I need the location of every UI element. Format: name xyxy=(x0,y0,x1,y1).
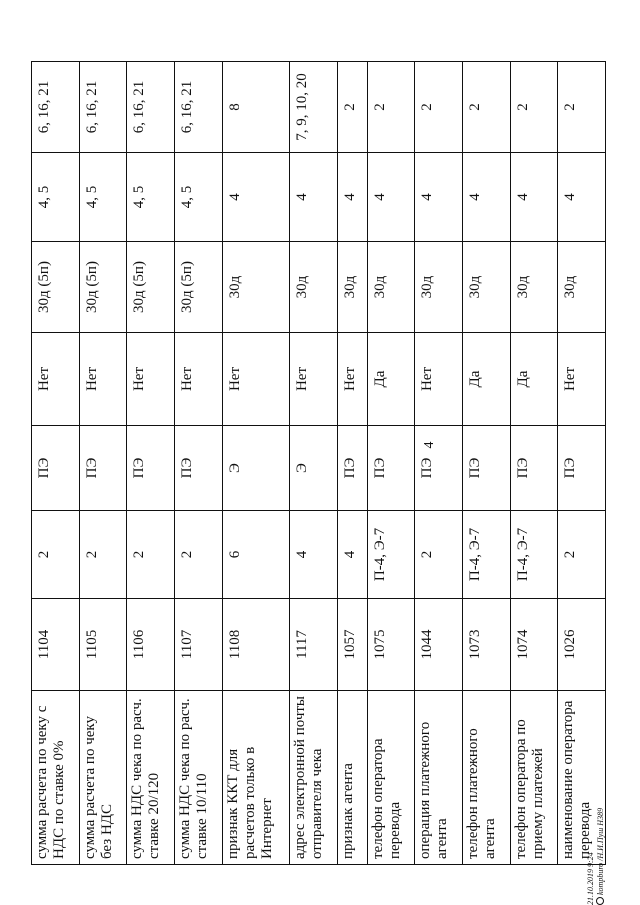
row-ref1-cell: 4, 5 xyxy=(32,153,80,242)
table-row xyxy=(558,62,606,865)
table-row xyxy=(510,62,558,865)
row-type-cell: Э xyxy=(222,426,290,511)
row-format-cell: 2 xyxy=(127,511,175,599)
row-name-cell: телефон оператора перевода xyxy=(367,691,415,865)
row-form-cell: 30д (5п) xyxy=(127,242,175,333)
row-ref2-cell: 2 xyxy=(463,62,511,153)
table-row xyxy=(127,62,175,865)
row-tag-cell: 1044 xyxy=(415,599,463,691)
row-ref2-cell: 8 xyxy=(222,62,290,153)
row-mandatory-cell: Нет xyxy=(127,333,175,426)
row-format-cell: П-4, Э-7 xyxy=(367,511,415,599)
row-ref1-cell: 4 xyxy=(338,153,368,242)
row-type-cell: Э xyxy=(290,426,338,511)
row-ref2-cell: 7, 9, 10, 20 xyxy=(290,62,338,153)
table-row xyxy=(32,62,80,865)
row-ref2-cell: 2 xyxy=(338,62,368,153)
row-name-cell: наименование оператора перевода xyxy=(558,691,606,865)
page-number: 4 xyxy=(422,441,437,449)
row-format-cell: 6 xyxy=(222,511,290,599)
row-type-cell: ПЭ xyxy=(463,426,511,511)
row-type-cell: ПЭ xyxy=(510,426,558,511)
row-ref1-cell: 4, 5 xyxy=(79,153,127,242)
row-ref2-cell: 6, 16, 21 xyxy=(174,62,222,153)
row-tag-cell: 1104 xyxy=(32,599,80,691)
row-ref2-cell: 2 xyxy=(367,62,415,153)
row-type-cell: ПЭ xyxy=(338,426,368,511)
row-tag-cell: 1108 xyxy=(222,599,290,691)
row-tag-cell: 1106 xyxy=(127,599,175,691)
row-type-cell: ПЭ xyxy=(174,426,222,511)
row-ref2-cell: 2 xyxy=(510,62,558,153)
row-form-cell: 30д (5п) xyxy=(79,242,127,333)
row-mandatory-cell: Нет xyxy=(174,333,222,426)
row-ref1-cell: 4 xyxy=(558,153,606,242)
row-name-cell: телефон оператора по приему платежей xyxy=(510,691,558,865)
row-ref2-cell: 6, 16, 21 xyxy=(32,62,80,153)
row-form-cell: 30д xyxy=(338,242,368,333)
row-name-cell: признак агента xyxy=(338,691,368,865)
row-form-cell: 30д (5п) xyxy=(174,242,222,333)
row-mandatory-cell: Нет xyxy=(558,333,606,426)
row-name-cell: сумма НДС чека по расч. ставке 10/110 xyxy=(174,691,222,865)
row-ref2-cell: 2 xyxy=(415,62,463,153)
row-format-cell: П-4, Э-7 xyxy=(510,511,558,599)
row-tag-cell: 1107 xyxy=(174,599,222,691)
row-name-cell: признак ККТ для расчетов только в Интернет xyxy=(222,691,290,865)
row-name-cell: сумма НДС чека по расч. ставке 20/120 xyxy=(127,691,175,865)
row-ref1-cell: 4, 5 xyxy=(174,153,222,242)
table-row xyxy=(222,62,290,865)
row-mandatory-cell: Нет xyxy=(32,333,80,426)
row-ref1-cell: 4 xyxy=(222,153,290,242)
row-tag-cell: 1105 xyxy=(79,599,127,691)
row-name-cell: операция платежного агента xyxy=(415,691,463,865)
footer-date: 21.10.2019 9:24 xyxy=(586,852,595,905)
row-type-cell: ПЭ xyxy=(32,426,80,511)
table-row xyxy=(338,62,368,865)
row-form-cell: 30д xyxy=(222,242,290,333)
row-type-cell: ПЭ xyxy=(127,426,175,511)
row-mandatory-cell: Да xyxy=(463,333,511,426)
row-ref1-cell: 4, 5 xyxy=(127,153,175,242)
row-mandatory-cell: Нет xyxy=(338,333,368,426)
table-row xyxy=(463,62,511,865)
row-format-cell: 2 xyxy=(558,511,606,599)
copyright-icon xyxy=(596,897,604,905)
row-ref1-cell: 4 xyxy=(367,153,415,242)
row-format-cell: 2 xyxy=(79,511,127,599)
row-type-cell: ПЭ xyxy=(415,426,463,511)
table-row xyxy=(174,62,222,865)
row-format-cell: 2 xyxy=(415,511,463,599)
row-type-cell: ПЭ xyxy=(367,426,415,511)
table-row xyxy=(79,62,127,865)
row-format-cell: 4 xyxy=(338,511,368,599)
table-row xyxy=(415,62,463,865)
row-format-cell: П-4, Э-7 xyxy=(463,511,511,599)
row-name-cell: телефон платежного агента xyxy=(463,691,511,865)
row-ref1-cell: 4 xyxy=(510,153,558,242)
row-ref1-cell: 4 xyxy=(415,153,463,242)
row-format-cell: 2 xyxy=(174,511,222,599)
row-format-cell: 2 xyxy=(32,511,80,599)
row-ref2-cell: 6, 16, 21 xyxy=(127,62,175,153)
row-form-cell: 30д xyxy=(463,242,511,333)
row-mandatory-cell: Да xyxy=(367,333,415,426)
footer-author: kompburo /Н.И.Пуш Н389 xyxy=(596,807,605,895)
row-type-cell: ПЭ xyxy=(558,426,606,511)
row-form-cell: 30д xyxy=(558,242,606,333)
table-row xyxy=(290,62,338,865)
row-tag-cell: 1075 xyxy=(367,599,415,691)
row-form-cell: 30д xyxy=(367,242,415,333)
row-name-cell: адрес электронной почты отправителя чека xyxy=(290,691,338,865)
row-type-cell: ПЭ xyxy=(79,426,127,511)
row-format-cell: 4 xyxy=(290,511,338,599)
row-name-cell: сумма расчета по чеку без НДС xyxy=(79,691,127,865)
row-mandatory-cell: Да xyxy=(510,333,558,426)
row-mandatory-cell: Нет xyxy=(222,333,290,426)
row-mandatory-cell: Нет xyxy=(415,333,463,426)
row-form-cell: 30д (5п) xyxy=(32,242,80,333)
table-row xyxy=(367,62,415,865)
row-ref2-cell: 6, 16, 21 xyxy=(79,62,127,153)
document-table xyxy=(31,61,606,865)
row-tag-cell: 1074 xyxy=(510,599,558,691)
row-ref1-cell: 4 xyxy=(463,153,511,242)
row-form-cell: 30д xyxy=(415,242,463,333)
row-ref2-cell: 2 xyxy=(558,62,606,153)
row-mandatory-cell: Нет xyxy=(79,333,127,426)
row-name-cell: сумма расчета по чеку с НДС по ставке 0% xyxy=(32,691,80,865)
row-ref1-cell: 4 xyxy=(290,153,338,242)
rotated-table-wrapper xyxy=(31,62,606,865)
row-tag-cell: 1057 xyxy=(338,599,368,691)
row-tag-cell: 1026 xyxy=(558,599,606,691)
footer-stamp xyxy=(586,808,606,905)
row-mandatory-cell: Нет xyxy=(290,333,338,426)
row-form-cell: 30д xyxy=(510,242,558,333)
row-tag-cell: 1073 xyxy=(463,599,511,691)
row-form-cell: 30д xyxy=(290,242,338,333)
row-tag-cell: 1117 xyxy=(290,599,338,691)
